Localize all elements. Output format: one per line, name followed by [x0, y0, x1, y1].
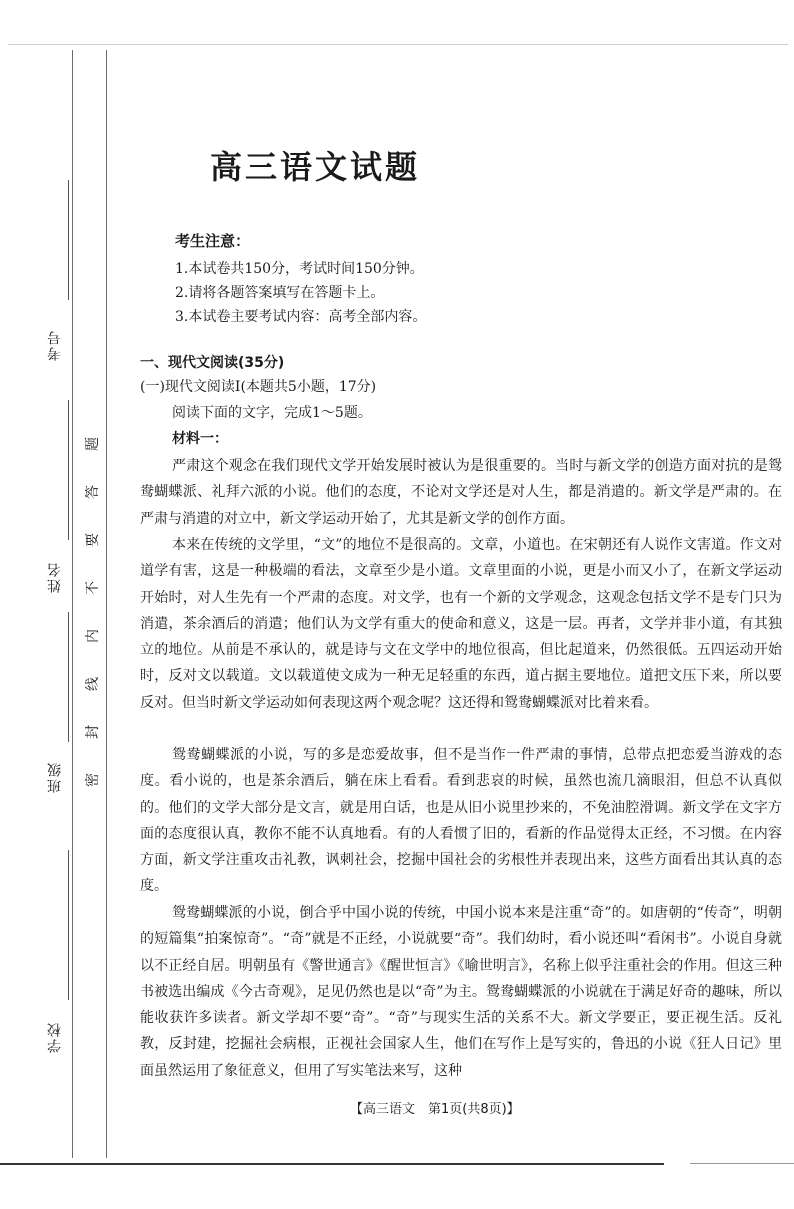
- seal-char: 要: [85, 533, 101, 547]
- paragraph-3: 鸳鸯蝴蝶派的小说，写的多是恋爱故事，但不是当作一件严肃的事情，总带点把恋爱当游戏的态度。看小说的，也是茶余酒后，躺在床上看看。看到悲哀的时候，虽然也流几滴眼泪，但总不认真似的。他们的文学大部分是文言，就是用白话，也是从旧小说里抄来的，不免油腔滑调。新文学在文字方面的态度很认真，教你不能不认真地看。有的人看惯了旧的，看新的作品觉得太正经，不习惯。在内容方面，新文学注重攻击礼教，讽刺社会，挖掘中国社会的劣根性并表现出来，这些方面看出其认真的态度。: [140, 747, 782, 895]
- notice-item: 3.本试卷主要考试内容：高考全部内容。: [175, 309, 427, 325]
- section-heading: 一、现代文阅读(35分): [140, 355, 285, 371]
- top-rule: [8, 44, 788, 45]
- notice-heading: 考生注意：: [175, 232, 251, 250]
- seal-char: 密: [85, 773, 101, 787]
- paragraph-2: 本来在传统的文学里，“文”的地位不是很高的。文章，小道也。在宋朝还有人说作文害道。作文对道学有害，这是一种极端的看法，文章至少是小道。文章里面的小说，更是小而又小了，在新文学运动开始时，对人生先有一个严肃的态度。对文学，也有一个新的文学观念，这观念包括文学不是专门只为消遣，茶余酒后的消遣；他们认为文学有重大的使命和意义，这是一层。再者，文学并非小道，有其独立的地位。从前是不承认的，就是诗与文在文学中的地位很高，但比起道来，仍然很低。五四运动开始时，反对文以载道。文以载道使文成为一种无足轻重的东西，道占据主要地位。道把文压下来，所以要反对。但当时新文学运动如何表现这两个观念呢？这还得和鸳鸯蝴蝶派对比着来看。: [140, 537, 782, 711]
- seal-char: 封: [85, 725, 101, 739]
- notice-item: 2.请将各题答案填写在答题卡上。: [175, 285, 385, 301]
- exam-number-line: [68, 180, 69, 300]
- paragraph-1: 严肃这个观念在我们现代文学开始发展时被认为是很重要的。当时与新文学的创造方面对抗的是鸳鸯蝴蝶派、礼拜六派的小说。他们的态度，不论对文学还是对人生，都是消遣的。新文学是严肃的。在严肃与消遣的对立中，新文学运动开始了，尤其是新文学的创作方面。: [140, 458, 782, 527]
- margin-field-name: 姓名: [47, 561, 63, 593]
- sub-section-heading: (一)现代文阅读Ⅰ(本题共5小题，17分): [140, 379, 377, 395]
- margin-field-exam-number: 考号: [47, 329, 63, 361]
- margin-field-class: 班级: [47, 761, 63, 793]
- margin-line-outer: [72, 50, 73, 1158]
- page-footer: 【高三语文 第1页(共8页)】: [350, 1102, 520, 1117]
- paragraph-4: 鸳鸯蝴蝶派的小说，倒合乎中国小说的传统，中国小说本来是注重“奇”的。如唐朝的“传奇”，明朝的短篇集“拍案惊奇”。“奇”就是不正经，小说就要“奇”。我们幼时，看小说还叫“看闲书”。小说自身就以不正经自居。明朝虽有《警世通言》《醒世恒言》《喻世明言》，名称上似乎注重社会的作用。但这三种书被选出编成《今古奇观》，足见仍然也是以“奇”为主。鸳鸯蝴蝶派的小说就在于满足好奇的趣味，所以能收获许多读者。新文学却不要“奇”。“奇”与现实生活的关系不大。新文学要正，要正视生活。反礼教，反封建，挖掘社会病根，正视社会国家人生，他们在写作上是写实的，鲁迅的小说《狂人日记》里面虽然运用了象征意义，但用了写实笔法来写，这种: [140, 905, 782, 1079]
- notice-item: 1.本试卷共150分，考试时间150分钟。: [175, 261, 424, 277]
- seal-char: 内: [85, 629, 101, 643]
- material-heading: 材料一：: [172, 431, 228, 447]
- school-line: [68, 850, 69, 1000]
- instruction: 阅读下面的文字，完成1～5题。: [172, 405, 372, 421]
- seal-char: 答: [85, 485, 101, 499]
- margin-line-inner: [106, 50, 107, 1158]
- bottom-rule: [0, 1163, 664, 1165]
- seal-char: 线: [85, 677, 101, 691]
- margin-field-school: 学校: [47, 1021, 63, 1053]
- class-line: [68, 612, 69, 742]
- bottom-rule-right: [690, 1163, 794, 1164]
- name-line: [68, 400, 69, 540]
- seal-char: 题: [85, 437, 101, 451]
- page-title: 高三语文试题: [210, 148, 421, 186]
- seal-char: 不: [85, 581, 101, 595]
